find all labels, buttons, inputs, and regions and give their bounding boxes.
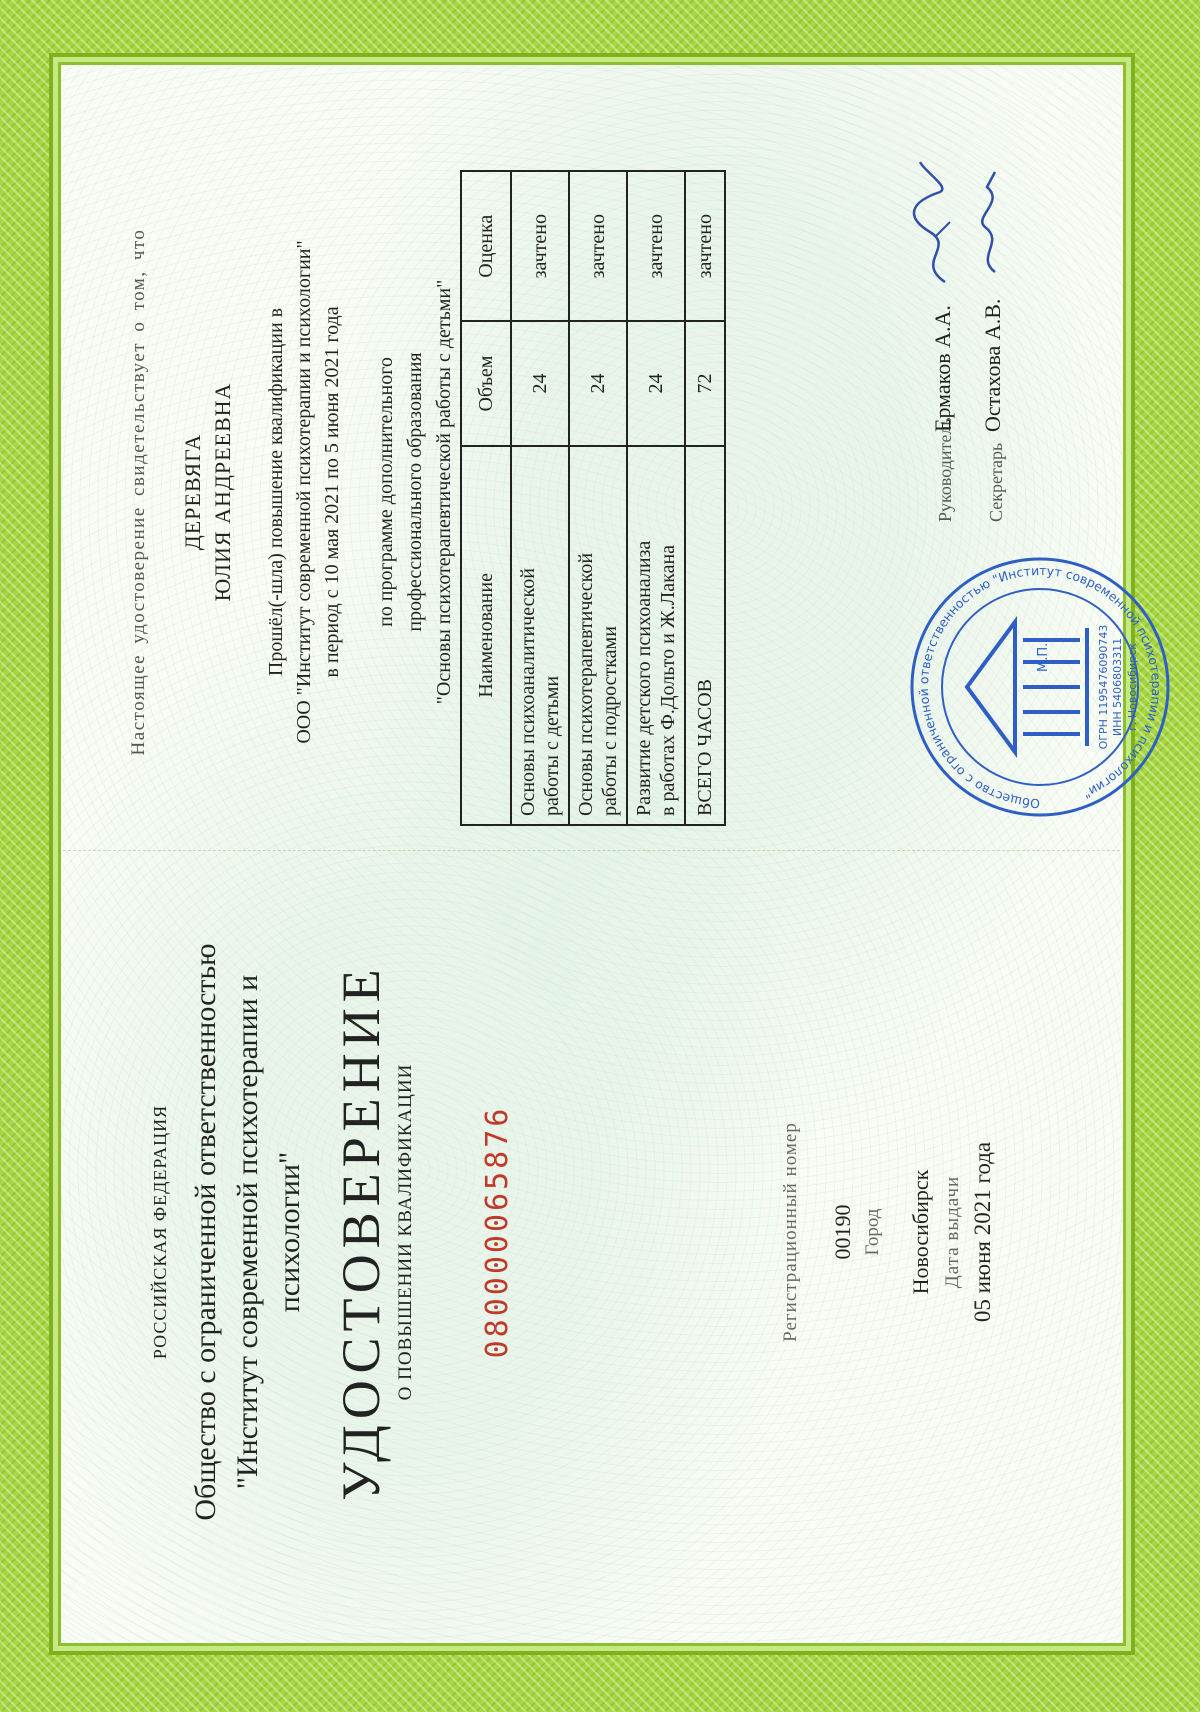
course-name-line: работы с подростками <box>599 626 621 816</box>
course-name <box>569 446 627 825</box>
program-line-2: профессионального образования <box>404 352 426 632</box>
course-name-line: Основы психоаналитической <box>517 568 539 816</box>
secretary-label: Секретарь <box>986 442 1006 522</box>
secretary-signature <box>965 162 1015 282</box>
head-signature <box>905 152 965 292</box>
holder-given-names: ЮЛИЯ АНДРЕЕВНА <box>210 382 235 602</box>
holder-surname: ДЕРЕВЯГА <box>180 433 205 551</box>
course-grade: зачтено <box>627 171 685 321</box>
stamp-ogrn: ОГРН 1195476090743 <box>1097 624 1110 750</box>
column-header: Объем <box>461 321 511 445</box>
course-hours: 24 <box>627 321 685 445</box>
course-name-line: работы с детьми <box>541 675 563 816</box>
table-header-row <box>461 171 511 825</box>
table-row <box>627 171 685 825</box>
course-hours: 24 <box>569 321 627 445</box>
course-grade: зачтено <box>569 171 627 321</box>
training-statement <box>262 132 346 852</box>
course-name <box>627 446 685 825</box>
organization-name <box>185 872 311 1592</box>
institute-stamp <box>905 552 1175 822</box>
stamp-mp: М.П. <box>1036 642 1051 672</box>
columns-logo-icon <box>967 622 1087 752</box>
column-header: Оценка <box>461 171 511 321</box>
column-header: Наименование <box>461 446 511 825</box>
serial-number: 080000065876 <box>480 1105 515 1359</box>
registration-number: 00190 <box>830 1204 855 1260</box>
total-label: ВСЕГО ЧАСОВ <box>685 446 725 825</box>
head-label: Руководитель <box>935 417 955 522</box>
program-line-3: "Основы психотерапевтической работы с детьми" <box>433 279 455 705</box>
courses-table <box>460 170 726 826</box>
statement-line-3: в период с 10 мая 2021 по 5 июня 2021 года <box>321 306 343 678</box>
course-name-line: Развитие детского психоанализа <box>633 540 655 816</box>
statement-line-1: Прошёл(-шла) повышение квалификации в <box>265 307 287 677</box>
table-row <box>569 171 627 825</box>
org-line-3: психологии" <box>273 1151 306 1313</box>
table-row <box>511 171 569 825</box>
course-grade: зачтено <box>511 171 569 321</box>
course-name <box>511 446 569 825</box>
total-grade: зачтено <box>685 171 725 321</box>
intro-text: Настоящее удостоверение свидетельствует о том, что <box>128 228 149 756</box>
issue-date-label: Дата выдачи <box>942 1175 963 1289</box>
country-label: РОССИЙСКАЯ ФЕДЕРАЦИЯ <box>150 1104 170 1360</box>
program-statement <box>372 132 459 852</box>
statement-line-2: ООО "Институт современной психотерапии и психологии" <box>293 240 315 744</box>
stamp-city: г. Новосибирск <box>1126 643 1139 731</box>
city-value: Новосибирск <box>908 1169 933 1295</box>
program-line-1: по программе дополнительного <box>375 357 397 627</box>
issue-date: 05 июня 2021 года <box>970 1141 995 1323</box>
stamp-ring-textpath: Общество с ограниченной ответственностью "Институт современной психотерапии и психологии" <box>915 562 1165 812</box>
table-total-row <box>685 171 725 825</box>
stamp-inn: ИНН 5406803311 <box>1111 637 1124 737</box>
total-hours: 72 <box>685 321 725 445</box>
course-hours: 24 <box>511 321 569 445</box>
head-name: Ермаков А.А. <box>930 305 955 432</box>
org-line-1: Общество с ограниченной ответственностью <box>189 943 222 1521</box>
org-line-2: "Институт современной психотерапии и <box>231 974 264 1490</box>
document-title: УДОСТОВЕРЕНИЕ <box>331 963 391 1501</box>
secretary-name: Остахова А.В. <box>980 298 1005 432</box>
course-name-line: Основы психотерапевтической <box>575 552 597 816</box>
document-subtitle: О ПОВЫШЕНИИ КВАЛИФИКАЦИИ <box>395 1063 416 1401</box>
course-name-line: в работах Ф.Дольто и Ж.Лакана <box>657 544 679 816</box>
city-label: Город <box>862 1208 883 1256</box>
registration-label: Регистрационный номер <box>780 1122 801 1342</box>
